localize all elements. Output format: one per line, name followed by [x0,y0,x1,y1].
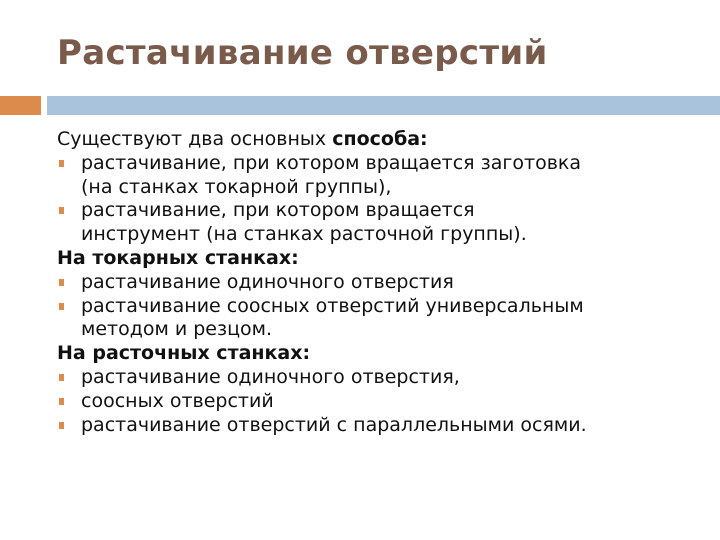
accent-bar [0,96,41,115]
intro-line [57,128,707,152]
intro-bold-text: способа: [332,128,428,150]
list-item-line: (на станках токарной группы), [81,175,392,198]
list-item-line: растачивание, при котором вращается заготовка [81,151,582,174]
list-item-line: инструмент (на станках расточной группы). [81,223,527,246]
divider-bar [47,96,720,115]
slide-body [57,128,707,437]
list-item-line: растачивание одиночного отверстия, [81,365,460,388]
section-heading-lathe: На токарных станках: [57,246,299,269]
list-item-line: растачивание соосных отверстий универсальным [81,294,584,317]
list-item [57,199,707,247]
list-item [57,366,707,390]
list-item [57,295,707,343]
list-item-line: растачивание, при котором вращается [81,199,475,222]
list-item-line: соосных отверстий [81,389,274,412]
list-item [57,152,707,200]
bullet-icon [59,279,64,286]
list-item [57,271,707,295]
list-item-line: растачивание одиночного отверстия [81,270,454,293]
section-heading-boring: На расточных станках: [57,342,311,365]
list-item-line: методом и резцом. [81,318,273,341]
bullet-icon [59,303,64,310]
slide-title: Растачивание отверстий [57,33,548,73]
list-item-line: растачивание отверстий с параллельными осями. [81,413,587,436]
bullet-icon [59,422,64,429]
bullet-icon [59,398,64,405]
list-item [57,390,707,414]
list-item [57,414,707,438]
bullet-icon [59,374,64,381]
bullet-icon [59,207,64,214]
intro-text: Существуют два основных [57,128,333,150]
bullet-icon [59,160,64,167]
